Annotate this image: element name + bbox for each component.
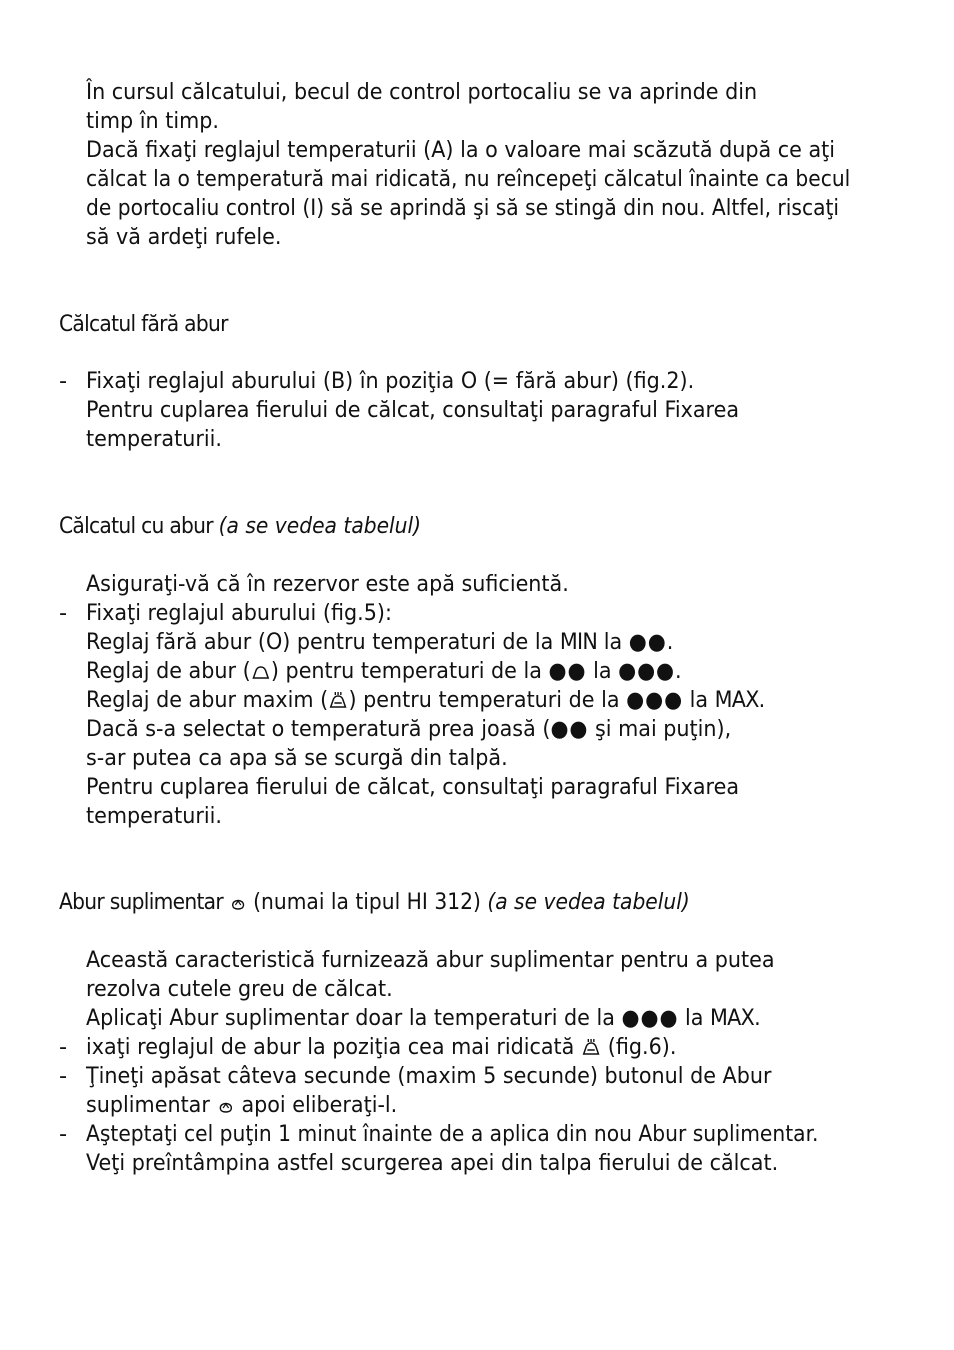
sec1-bullet-1 bbox=[86, 367, 694, 396]
sec1-line-3: temperaturii. bbox=[86, 426, 222, 452]
heading-steam-ironing bbox=[59, 512, 421, 541]
bullet-dash: - bbox=[59, 600, 68, 626]
sec3-bullet-2: Ţineţi apăsat câteva secunde (maxim 5 secunde) butonul de Abur bbox=[86, 1063, 772, 1089]
temp-dots-2: ●● bbox=[548, 658, 587, 684]
intro-line-5: de portocaliu control (I) să se aprindă şi să se stingă din nou. Altfel, riscaţi bbox=[86, 195, 840, 221]
intro-line-4: călcat la o temperatură mai ridicată, nu reîncepeţi călcatul înainte ca becul bbox=[86, 166, 851, 192]
heading-steam-ironing-text: Călcatul cu abur bbox=[59, 513, 213, 539]
bullet-dash: - bbox=[59, 1121, 68, 1147]
sec2-line-5: Dacă s-a selectat o temperatură prea joasă (●● şi mai puţin), bbox=[86, 716, 732, 742]
temp-dots-2: ●● bbox=[550, 716, 589, 742]
sec2-line-8: temperaturii. bbox=[86, 803, 222, 829]
sec1-bullet-1-text: Fixaţi reglajul aburului (B) în poziţia bbox=[86, 368, 461, 394]
heading-ironing-without-steam: Călcatul fără abur bbox=[59, 311, 228, 337]
steam-shot-icon bbox=[217, 1098, 234, 1114]
sec3-line-2: rezolva cutele greu de călcat. bbox=[86, 976, 393, 1002]
no-steam-symbol: O bbox=[460, 368, 478, 394]
sec3-bullet-3: Aşteptaţi cel puţin 1 minut înainte de a aplica din nou Abur suplimentar. bbox=[86, 1121, 819, 1147]
heading-note: (a se vedea tabelul) bbox=[487, 889, 690, 915]
sec1-line-2: Pentru cuplarea fierului de călcat, consultaţi paragraful Fixarea bbox=[86, 397, 740, 423]
heading-note: (a se vedea tabelul) bbox=[218, 513, 422, 539]
heading-extra-steam: Abur suplimentar (numai la tipul HI 312) (a se vedea tabelul) bbox=[59, 889, 690, 915]
bullet-dash: - bbox=[59, 368, 68, 394]
intro-line-6: să vă ardeţi rufele. bbox=[86, 224, 282, 250]
sec2-bullet-1: Fixaţi reglajul aburului (fig.5): bbox=[86, 600, 392, 626]
sec3-bullet-2-line-2: suplimentar apoi eliberaţi-l. bbox=[86, 1092, 398, 1118]
setting-no-steam: Reglaj fără abur (O) pentru temperaturi de la MIN la ●●. bbox=[86, 629, 674, 655]
steam-max-icon bbox=[582, 1038, 600, 1056]
no-steam-symbol: O bbox=[265, 629, 283, 655]
sec3-line-3: Aplicaţi Abur suplimentar doar la temperaturi de la ●●● la MAX. bbox=[86, 1005, 761, 1031]
sec3-bullet-3-line-2: Veţi preîntâmpina astfel scurgerea apei din talpa fierului de călcat. bbox=[86, 1150, 779, 1176]
temp-dots-3: ●●● bbox=[621, 1005, 679, 1031]
max-label: MAX bbox=[710, 1005, 755, 1031]
sec3-line-1: Această caracteristică furnizează abur suplimentar pentru a putea bbox=[86, 947, 775, 973]
sec2-line-1: Asiguraţi-vă că în rezervor este apă suficientă. bbox=[86, 571, 569, 597]
max-label: MAX bbox=[714, 687, 759, 713]
sec2-line-7: Pentru cuplarea fierului de călcat, consultaţi paragraful Fixarea bbox=[86, 774, 740, 800]
sec1-bullet-1-tail: (= fără abur) (fig.2). bbox=[477, 368, 695, 394]
min-label: MIN bbox=[559, 629, 598, 655]
steam-shot-icon bbox=[230, 895, 246, 911]
bullet-dash: - bbox=[59, 1063, 68, 1089]
steam-max-icon bbox=[329, 691, 347, 709]
steam-icon bbox=[252, 664, 270, 680]
temp-dots-2: ●● bbox=[628, 629, 667, 655]
intro-line-1: În cursul călcatului, becul de control portocaliu se va aprinde din bbox=[86, 79, 758, 105]
sec3-bullet-1: ixaţi reglajul de abur la poziţia cea mai ridicată (fig.6). bbox=[86, 1034, 677, 1060]
temp-dots-3: ●●● bbox=[626, 687, 684, 713]
temp-dots-3: ●●● bbox=[618, 658, 676, 684]
heading-extra-steam-text: Abur suplimentar bbox=[59, 889, 223, 915]
setting-max-steam: Reglaj de abur maxim ( ) pentru temperaturi de la ●●● la MAX. bbox=[86, 687, 766, 713]
setting-steam: Reglaj de abur ( ) pentru temperaturi de la ●● la ●●●. bbox=[86, 658, 682, 684]
bullet-dash: - bbox=[59, 1034, 68, 1060]
intro-line-3: Dacă fixaţi reglajul temperaturii (A) la o valoare mai scăzută după ce aţi bbox=[86, 137, 836, 163]
intro-line-2: timp în timp. bbox=[86, 108, 219, 134]
sec2-line-6: s-ar putea ca apa să se scurgă din talpă. bbox=[86, 745, 508, 771]
